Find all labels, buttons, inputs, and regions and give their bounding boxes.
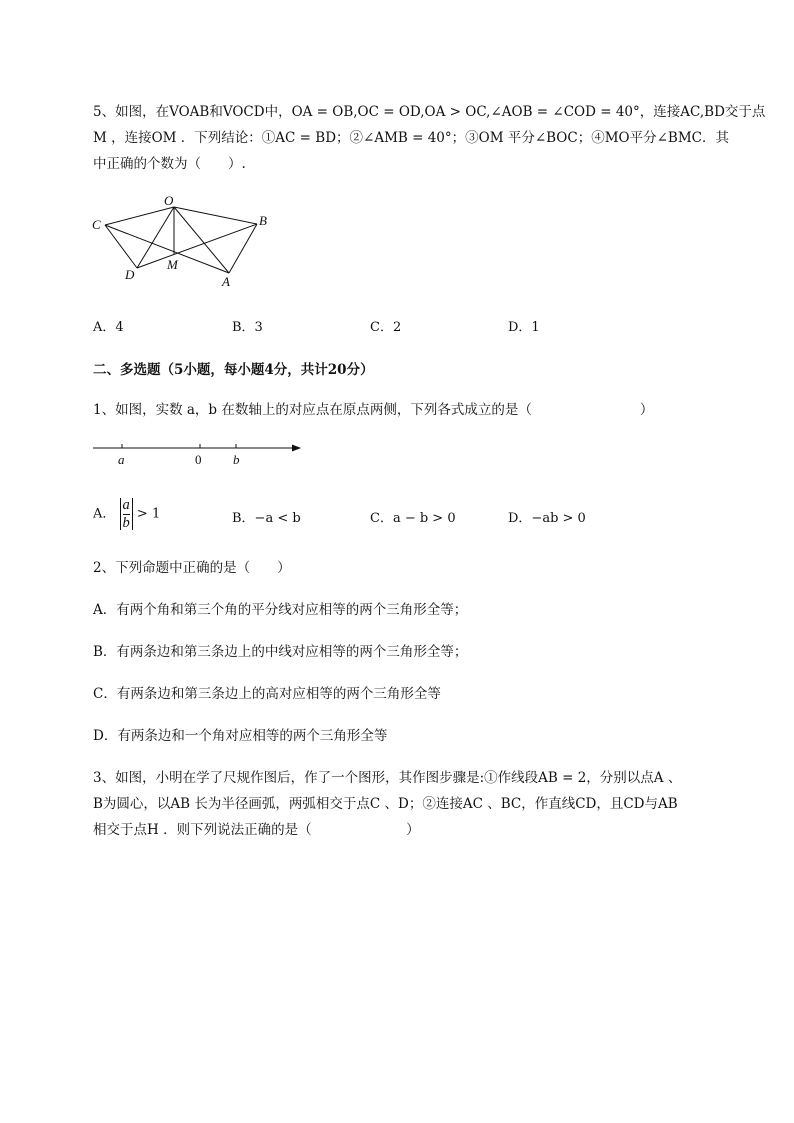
q5-label-c: C — [92, 217, 101, 232]
m1-option-a-fraction — [120, 498, 133, 530]
m1-option-d[interactable]: D．−ab > 0 — [508, 511, 586, 526]
m1-axis-label-b: b — [233, 452, 240, 467]
m1-axis-label-zero: 0 — [195, 452, 202, 467]
q5-label-a: A — [222, 274, 230, 289]
m2-option-c[interactable]: C．有两条边和第三条边上的高对应相等的两个三角形全等 — [93, 686, 441, 702]
q5-stem-line-1: 5、如图，在VOAB和VOCD中，OA = OB,OC = OD,OA > OC,∠AOB = ∠COD = 40°，连接AC,BD交于点 — [93, 104, 766, 120]
m3-stem-line-1: 3、如图，小明在学了尺规作图后，作了一个图形，其作图步骤是:①作线段AB = 2，分别以点A 、 — [93, 770, 682, 786]
q5-option-c[interactable]: C．2 — [370, 320, 402, 335]
m1-option-a-denominator: b — [122, 514, 130, 531]
m2-option-d[interactable]: D．有两条边和一个角对应相等的两个三角形全等 — [93, 728, 388, 744]
m1-option-a[interactable] — [93, 498, 160, 530]
m3-stem-line-3: 相交于点H ．则下列说法正确的是（ ） — [93, 822, 420, 838]
q5-label-m: M — [167, 257, 178, 272]
m2-stem: 2、下列命题中正确的是（ ） — [93, 560, 291, 576]
q5-label-b: B — [259, 213, 267, 228]
q5-label-o: O — [164, 193, 174, 208]
q5-option-b[interactable]: B．3 — [232, 320, 263, 335]
m1-axis-label-a: a — [118, 452, 125, 467]
m1-option-b[interactable]: B．−a < b — [232, 511, 301, 526]
q5-label-d: D — [125, 267, 135, 282]
q5-stem-line-2: M ，连接OM ．下列结论：①AC = BD；②∠AMB = 40°；③OM 平分∠BOC；④MO平分∠BMC．其 — [93, 130, 729, 146]
m2-option-b[interactable]: B．有两条边和第三条边上的中线对应相等的两个三角形全等； — [93, 644, 468, 660]
section-heading: 二、多选题（5小题，每小题4分，共计20分） — [93, 362, 374, 378]
q5-option-a[interactable]: A．4 — [93, 320, 124, 335]
q5-option-d[interactable]: D．1 — [508, 320, 540, 335]
m1-option-a-suffix: > 1 — [136, 506, 161, 522]
m2-option-a[interactable]: A．有两个角和第三个角的平分线对应相等的两个三角形全等； — [93, 602, 468, 618]
m3-stem-line-2: B为圆心，以AB 长为半径画弧，两弧相交于点C 、D；②连接AC 、BC，作直线CD，且CD与AB — [93, 796, 678, 812]
m1-option-a-numerator: a — [122, 497, 130, 513]
q5-stem-line-3: 中正确的个数为（ ）. — [93, 156, 246, 172]
m1-option-a-prefix: A． — [93, 506, 116, 522]
m1-option-c[interactable]: C．a − b > 0 — [370, 511, 456, 526]
m1-stem: 1、如图，实数 a，b 在数轴上的对应点在原点两侧，下列各式成立的是（ ） — [93, 402, 654, 418]
